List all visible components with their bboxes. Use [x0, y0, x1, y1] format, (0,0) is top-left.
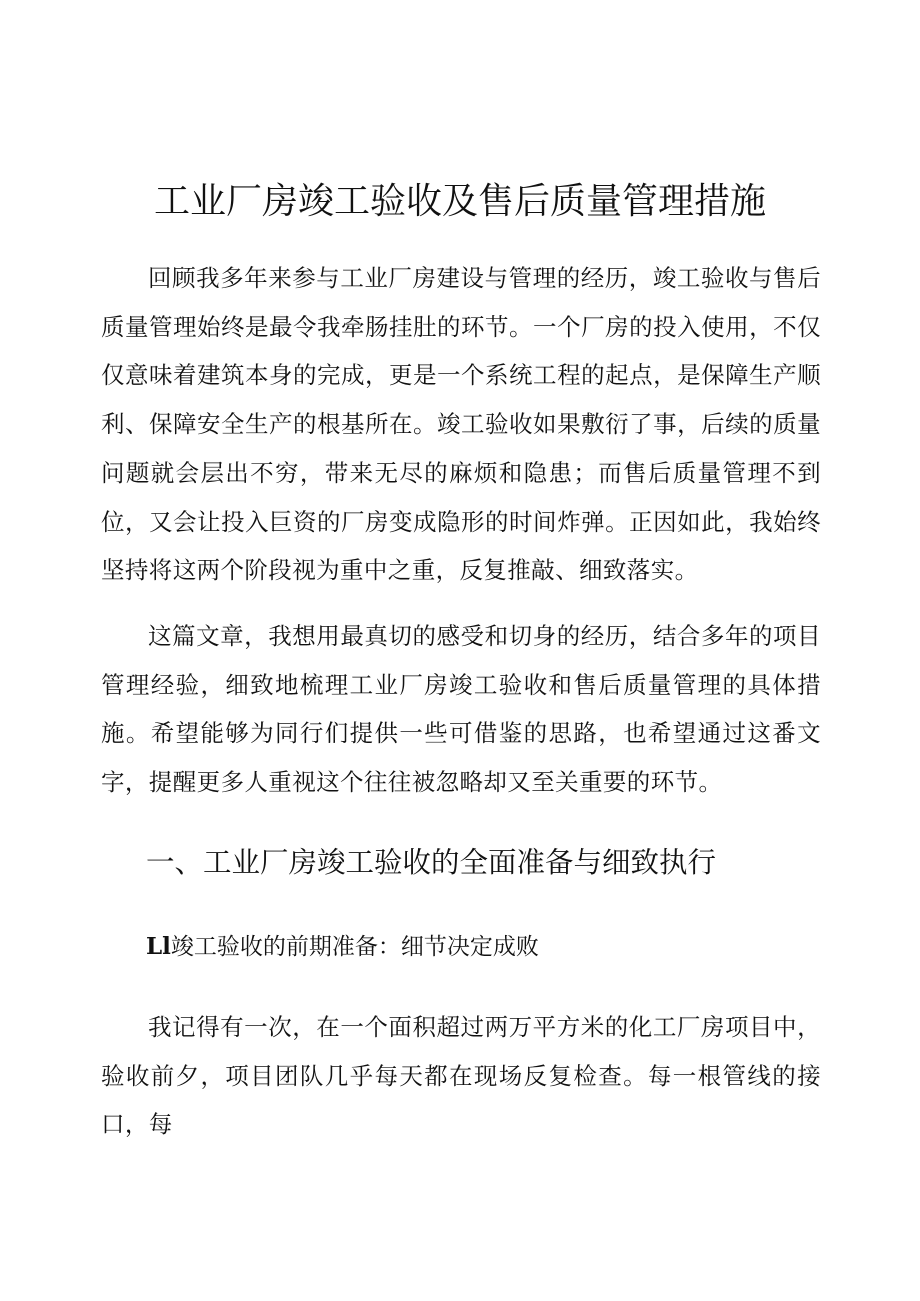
- story-paragraph: 我记得有一次，在一个面积超过两万平方米的化工厂房项目中，验收前夕，项目团队几乎每天都在现场反复检查。每一根管线的接口，每: [101, 1013, 821, 1139]
- sub-heading-number: Ll: [146, 933, 171, 960]
- sub-heading-text: 竣工验收的前期准备：细节决定成败: [170, 934, 539, 960]
- document-title: 工业厂房竣工验收及售后质量管理措施: [153, 181, 766, 222]
- purpose-paragraph: 这篇文章，我想用最真切的感受和切身的经历，结合多年的项目管理经验，细致地梳理工业厂房竣工验收和售后质量管理的具体措施。希望能够为同行们提供一些可借鉴的思路，也希望通过这番文字，提醒更多人重视这个往往被忽略却又至关重要的环节。: [101, 622, 821, 797]
- sub-heading: [146, 925, 539, 969]
- section-heading: 一、工业厂房竣工验收的全面准备与细致执行: [146, 846, 717, 879]
- intro-paragraph: 回顾我多年来参与工业厂房建设与管理的经历，竣工验收与售后质量管理始终是最令我牵肠挂肚的环节。一个厂房的投入使用，不仅仅意味着建筑本身的完成，更是一个系统工程的起点，是保障生产顺利、保障安全生产的根基所在。竣工验收如果敷衍了事，后续的质量问题就会层出不穷，带来无尽的麻烦和隐患；而售后质量管理不到位，又会让投入巨资的厂房变成隐形的时间炸弹。正因如此，我始终坚持将这两个阶段视为重中之重，反复推敲、细致落实。: [101, 264, 821, 585]
